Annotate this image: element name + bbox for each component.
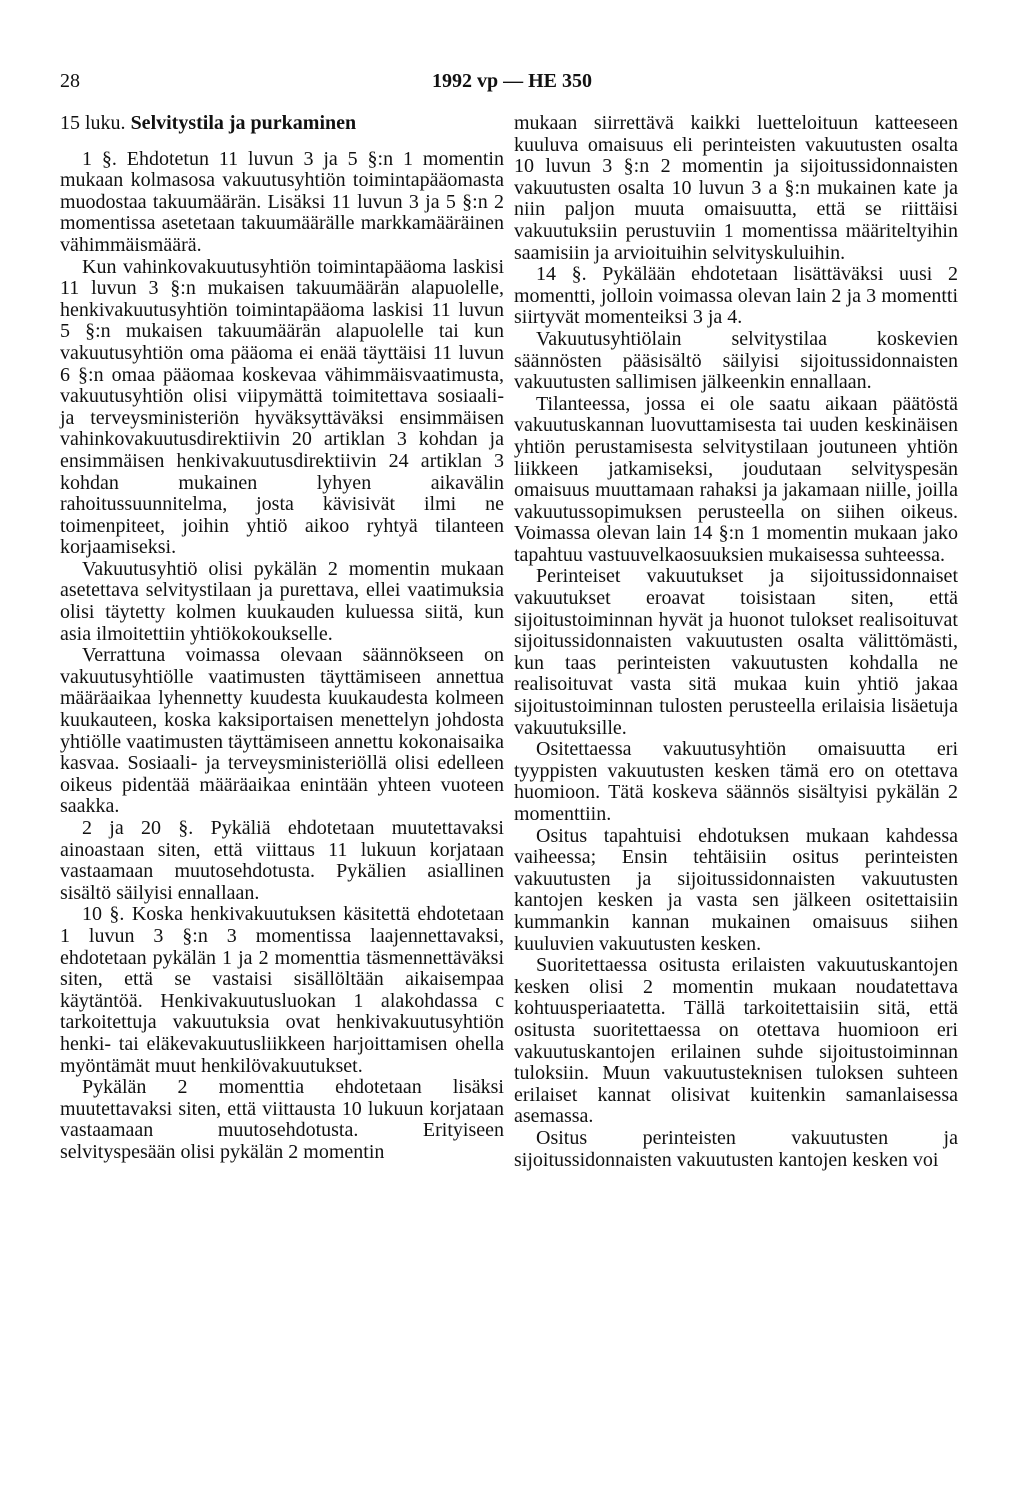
paragraph: Perinteiset vakuutukset ja sijoitussidonnaiset vakuutukset eroavat toisistaan siten, että sijoitustoiminnan hyvät ja huonot tulokset realisoituvat sijoitussidonnaisten vakuutusten osalta välittömästi, kun taas perinteisten vakuutusten kohdalla ne realisoituvat vasta sitä mukaa kuin yhtiö jakaa sijoitustoiminnan tulosten perusteella erilaisia lisäetuja vakuutuksille. xyxy=(514,565,958,739)
paragraph: 14 §. Pykälään ehdotetaan lisättäväksi uusi 2 momentti, jolloin voimassa olevan lain 2 ja 3 momentti siirtyvät momenteiksi 3 ja 4. xyxy=(514,263,958,329)
paragraph: 2 ja 20 §. Pykäliä ehdotetaan muutettavaksi ainoastaan siten, että viittaus 11 lukuun korjataan vastaamaan muutosehdotusta. Pykälien asiallinen sisältö säilyisi ennallaan. xyxy=(60,817,504,904)
page-number: 28 xyxy=(60,70,80,92)
paragraph: Tilanteessa, jossa ei ole saatu aikaan päätöstä vakuutuskannan luovuttamisesta tai uuden keskinäisen yhtiön perustamisesta selvitystilaan joutuneen yhtiön liikkeen jatkamiseksi, joudutaan selvityspesän omaisuus muuttamaan rahaksi ja jakamaan niille, joilla vakuutussopimuksen perusteella on siihen oikeus. Voimassa olevan lain 14 §:n 1 momentin mukaan jako tapahtuu vastuuvelkaosuuksien mukaisessa suhteessa. xyxy=(514,392,958,566)
paragraph: Pykälän 2 momenttia ehdotetaan lisäksi muutettavaksi siten, että viittausta 10 lukuun korjataan vastaamaan muutosehdotusta. Erityiseen selvityspesään olisi pykälän 2 momentin xyxy=(60,1076,504,1163)
running-head: 1992 vp — HE 350 xyxy=(431,70,593,92)
paragraph: Ositus tapahtuisi ehdotuksen mukaan kahdessa vaiheessa; Ensin tehtäisiin ositus perinteisten vakuutusten ja sijoitussidonnaisten vakuutusten kantojen kesken ja vasta sen jälkeen ositettaisiin kummankin kannan mukainen omaisuus siihen kuuluvien vakuutusten kesken. xyxy=(514,824,958,955)
section-number: 15 luku. xyxy=(60,112,126,134)
paragraph: Ositus perinteisten vakuutusten ja sijoitussidonnaisten vakuutusten kantojen kesken voi xyxy=(514,1126,958,1171)
paragraph: Ositettaessa vakuutusyhtiön omaisuutta eri tyyppisten vakuutusten kesken tämä ero on otettava huomioon. Tätä koskeva säännös sisältyisi pykälän 2 momenttiin. xyxy=(514,738,958,825)
paragraph: Suoritettaessa ositusta erilaisten vakuutuskantojen kesken olisi 2 momentin mukaan noudatettava kohtuusperiaatetta. Tällä tarkoitettaisiin sitä, että ositusta suoritettaessa on otettava huomioon eri vakuutuskantojen erilainen suhde sijoitustoiminnan tuloksiin. Muun vakuutusteknisen tuloksen suhteen erilaiset kannat olisivat kuitenkin samanlaisessa asemassa. xyxy=(514,954,958,1128)
section-heading xyxy=(60,113,504,135)
paragraph: Vakuutusyhtiölain selvitystilaa koskevien säännösten pääsisältö säilyisi sijoitussidonnaisten vakuutusten sallimisen jälkeenkin ennallaan. xyxy=(514,327,958,394)
paragraph: Kun vahinkovakuutusyhtiön toimintapääoma laskisi 11 luvun 3 §:n mukaisen takuumäärän alapuolelle, henkivakuutusyhtiön toimintapääoma laskisi 11 luvun 5 §:n mukaisen takuumäärän alapuolelle tai kun vakuutusyhtiön oma pääoma ei enää täyttäisi 11 luvun 6 §:n omaa pääomaa koskevaa vähimmäisvaatimusta, vakuutusyhtiön olisi viipymättä toimitettava sosiaali- ja terveysministeriön hyväksyttäväksi ensimmäisen vahinkovakuutusdirektiivin 20 artiklan 3 kohdan ja ensimmäisen henkivakuutusdirektiivin 24 artiklan 3 kohdan mukainen lyhyen aikavälin rahoitussuunnitelma, josta kävisivät ilmi ne toimenpiteet, joihin yhtiö aikoo ryhtyä tilanteen korjaamiseksi. xyxy=(60,255,504,559)
right-column xyxy=(514,113,958,1171)
paragraph: 1 §. Ehdotetun 11 luvun 3 ja 5 §:n 1 momentin mukaan kolmasosa vakuutusyhtiön toimintapääomasta muodostaa takuumäärän. Lisäksi 11 luvun 3 ja 5 §:n 2 momentissa asetetaan takuumäärälle markkamääräinen vähimmäismäärä. xyxy=(60,147,504,256)
paragraph-continued: mukaan siirrettävä kaikki luetteloituun katteeseen kuuluva omaisuus eli perinteisten vakuutusten osalta 10 luvun 3 §:n 2 momentin ja sijoitussidonnaisten vakuutusten osalta 10 luvun 3 a §:n mukainen kate ja niin paljon muuta omaisuutta, että se riittäisi vakuutuksiin perustuviin 1 momentissa määriteltyihin saamisiin ja arvioituihin selvityskuluihin. xyxy=(514,112,958,264)
page-header xyxy=(0,70,1024,100)
paragraph: 10 §. Koska henkivakuutuksen käsitettä ehdotetaan 1 luvun 3 §:n 3 momentissa laajennettavaksi, ehdotetaan pykälän 1 ja 2 momenttia täsmennettäväksi siten, että se vastaisi sisällöltään aikaisempaa käytäntöä. Henkivakuutusluokan 1 alakohdassa c tarkoitettuja vakuutuksia ovat henkivakuutusyhtiön henki- tai eläkevakuutusliikkeen harjoittamisen ohella myöntämät muut henkilövakuutukset. xyxy=(60,903,504,1077)
left-column xyxy=(60,113,504,1164)
paragraph: Verrattuna voimassa olevaan säännökseen on vakuutusyhtiölle vaatimusten täyttämiseen annettua määräaikaa lyhennetty kuudesta kuukaudesta kolmeen kuukauteen, koska kaksiportaisen menettelyn johdosta yhtiölle vaatimusten täyttämiseen annettu kokonaisaika kasvaa. Sosiaali- ja terveysministeriöllä olisi edelleen oikeus pidentää määräaikaa enintään yhteen vuoteen saakka. xyxy=(60,644,504,818)
paragraph: Vakuutusyhtiö olisi pykälän 2 momentin mukaan asetettava selvitystilaan ja purettava, ellei vaatimuksia olisi täytetty kolmen kuukauden kuluessa siitä, kun asia ilmoitettiin yhtiökokoukselle. xyxy=(60,557,504,645)
section-title: Selvitystila ja purkaminen xyxy=(130,112,357,134)
